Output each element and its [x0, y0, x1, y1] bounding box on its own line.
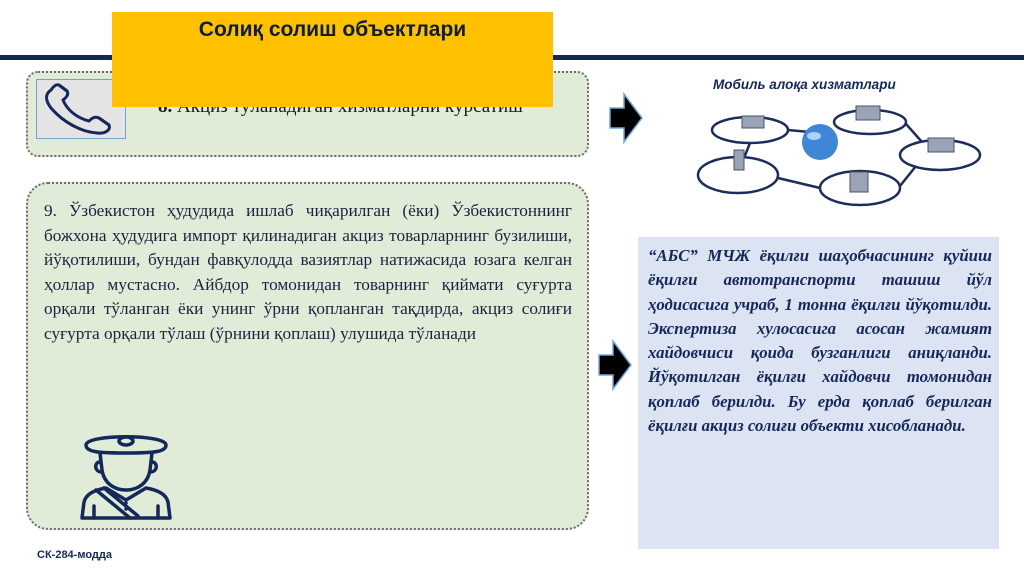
- mobile-services-title: Мобиль алоқа хизматлари: [713, 77, 896, 92]
- network-illustration: [690, 100, 990, 210]
- arrow-right-icon: [597, 339, 633, 391]
- article-reference: СК-284-модда: [37, 549, 112, 561]
- officer-icon: [72, 428, 182, 520]
- arrow-right-icon: [608, 92, 644, 144]
- page-title: Солиқ солиш объектлари: [198, 18, 467, 41]
- title-banner: [112, 12, 553, 107]
- case-example-text: “АБС” МЧЖ ёқилғи шаҳобчасининг қуйиш ёқилғи автотранспорти ташиш йўл ҳодисасига учраб, 1 тонна ёқилғи йўқотилди. Экспертиза хулосасига асосан жамият хайдовчиси қоида бузганлиги аниқланди. Йўқотилган ёқилғи хайдовчи томонидан қоплаб берилди. Бу ерда қоплаб берилган ёқилғи акциз солиғи объекти хисобланади.: [648, 246, 992, 436]
- item9-text: 9. Ўзбекистон ҳудудида ишлаб чиқарилган (ёки) Ўзбекистоннинг божхона ҳудудига импорт қилинадиган акциз товарларнинг бузилиши, йўқотилиши, бундан фавқулодда вазиятлар натижасида юзага келган ҳоллар мустасно. Айбдор томонидан товарнинг қиймати суғурта орқали тўланган ёки унинг ўрни қопланган тақдирда, акциз солиғи суғурта орқали тўлаш (ўрнини қоплаш) улушида тўланади: [44, 201, 572, 343]
